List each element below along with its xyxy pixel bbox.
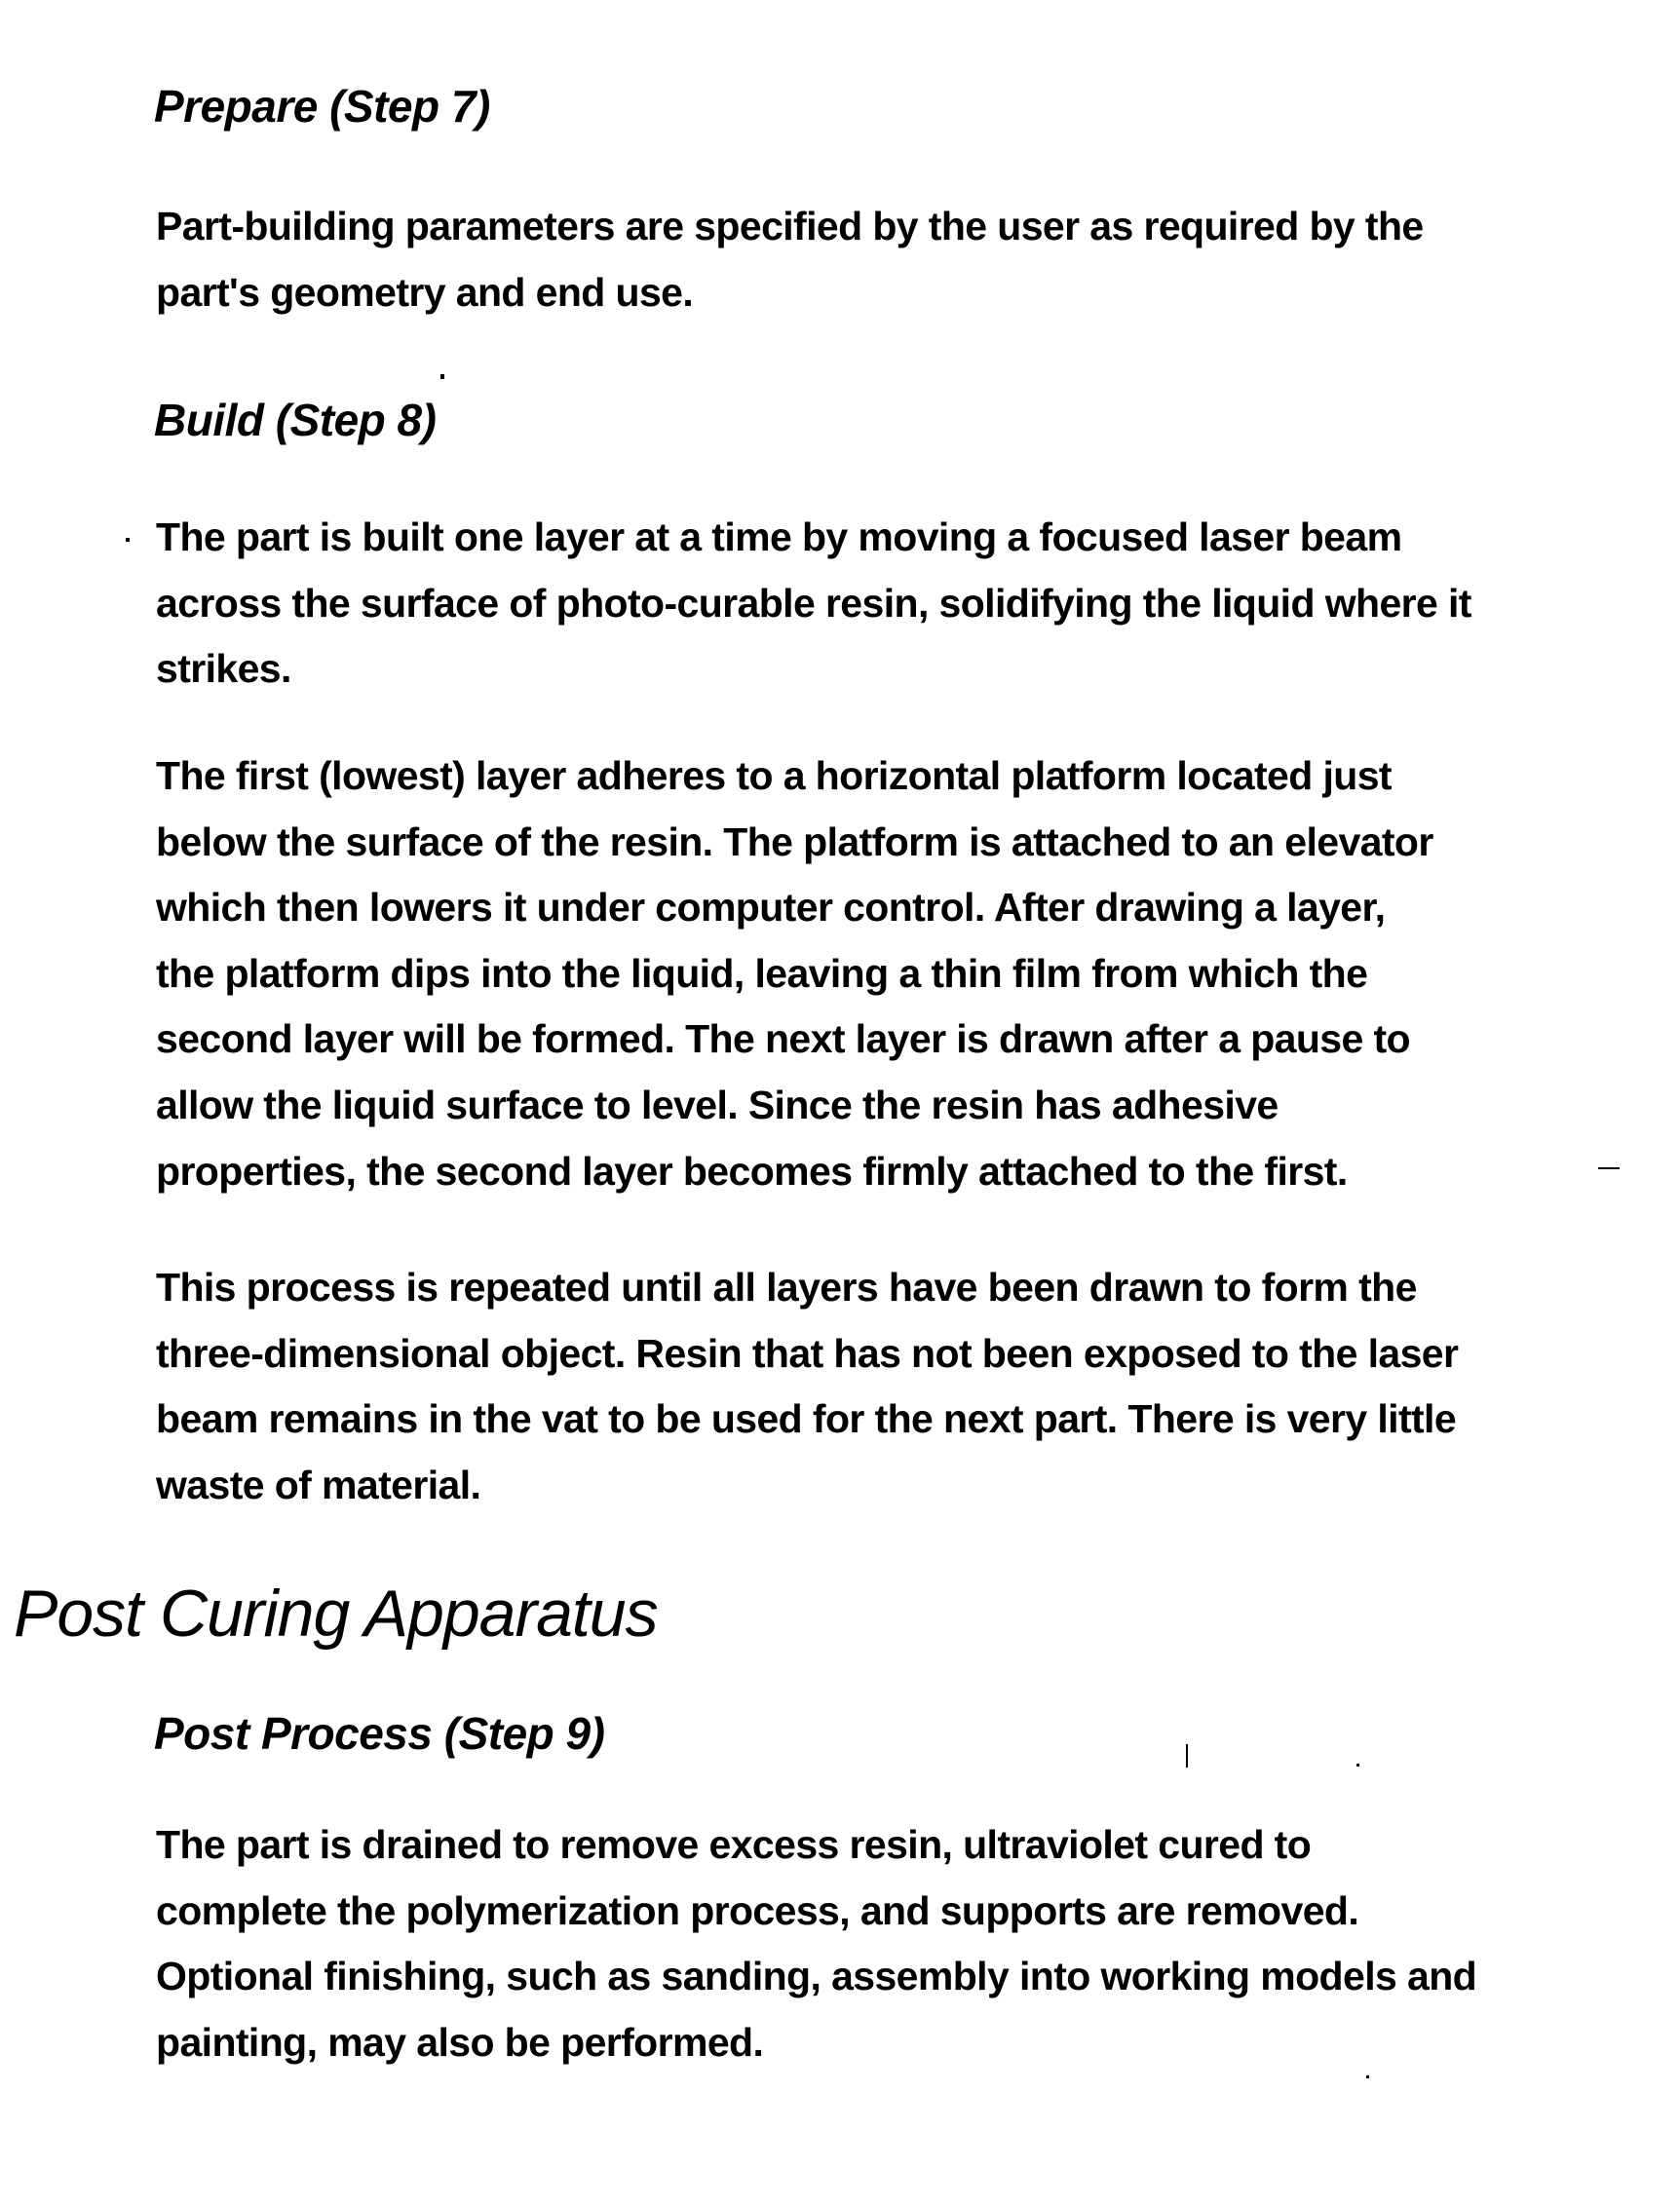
paragraph-post-process [156,1812,1476,2075]
text-line: The first (lowest) layer adheres to a horizontal platform located just [156,743,1433,810]
text-line: second layer will be formed. The next layer is drawn after a pause to [156,1007,1433,1073]
text-line: complete the polymerization process, and supports are removed. [156,1879,1476,1945]
scan-speck [1366,2075,1369,2078]
paragraph-build-1 [156,505,1471,703]
text-line: allow the liquid surface to level. Since the resin has adhesive [156,1073,1433,1139]
heading-post-process-step-9: Post Process (Step 9) [154,1707,604,1760]
text-line: This process is repeated until all layers have been drawn to form the [156,1255,1458,1321]
heading-prepare-step-7: Prepare (Step 7) [154,80,490,133]
scan-speck [440,374,444,379]
paragraph-build-3 [156,1255,1458,1518]
text-line: properties, the second layer becomes firmly attached to the first. [156,1139,1433,1205]
text-line: below the surface of the resin. The platform is attached to an elevator [156,810,1433,876]
text-line: painting, may also be performed. [156,2010,1476,2076]
text-line: part's geometry and end use. [156,260,1424,326]
text-line: the platform dips into the liquid, leaving a thin film from which the [156,941,1433,1008]
scan-speck [1356,1764,1359,1767]
text-line: which then lowers it under computer control. After drawing a layer, [156,875,1433,941]
scan-speck [126,538,130,542]
text-line: Part-building parameters are specified by the user as required by the [156,194,1424,260]
text-line: beam remains in the vat to be used for the next part. There is very little [156,1387,1458,1453]
scan-speck [1598,1167,1620,1169]
heading-post-curing-apparatus: Post Curing Apparatus [14,1576,658,1652]
text-line: The part is drained to remove excess resin, ultraviolet cured to [156,1812,1476,1879]
paragraph-prepare [156,194,1424,325]
text-line: across the surface of photo-curable resin, solidifying the liquid where it [156,571,1471,637]
text-line: three-dimensional object. Resin that has not been exposed to the laser [156,1321,1458,1388]
text-line: The part is built one layer at a time by moving a focused laser beam [156,505,1471,571]
text-line: waste of material. [156,1453,1458,1519]
text-line: strikes. [156,636,1471,703]
paragraph-build-2 [156,743,1433,1204]
heading-build-step-8: Build (Step 8) [154,394,436,446]
text-line: Optional finishing, such as sanding, assembly into working models and [156,1944,1476,2010]
scan-speck [1186,1744,1188,1768]
